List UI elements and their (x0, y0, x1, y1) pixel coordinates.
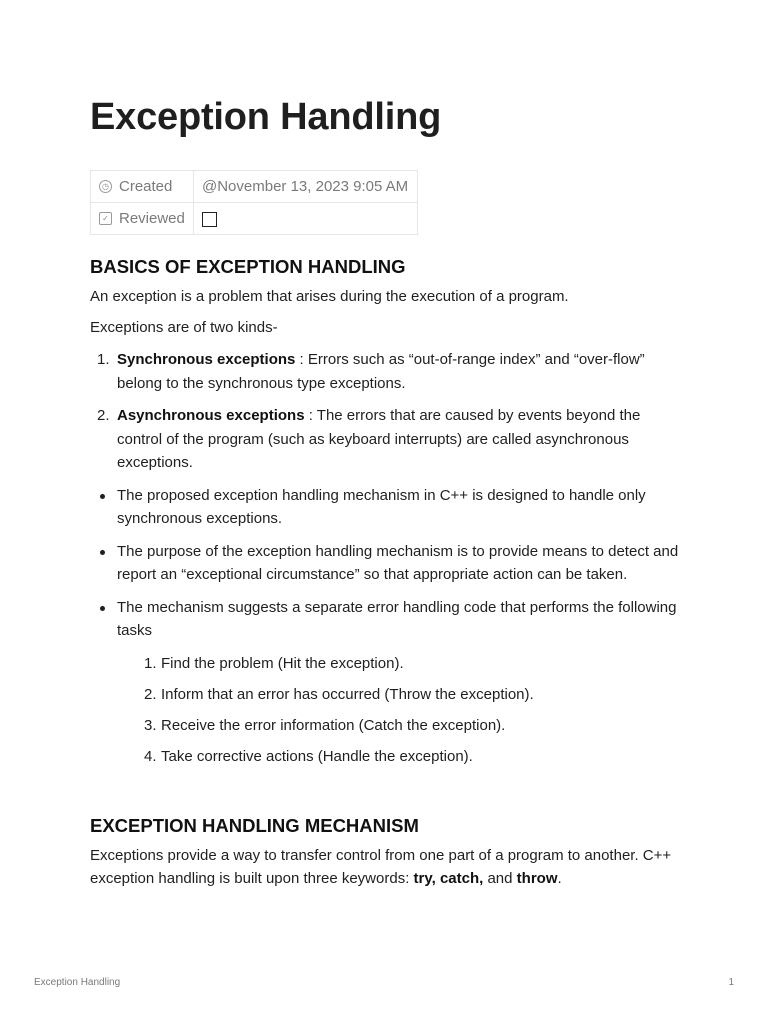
keyword: try, catch, (413, 870, 484, 887)
page-number: 1 (728, 977, 734, 988)
page-content (90, 95, 680, 890)
term: Asynchronous exceptions (117, 407, 305, 424)
clock-icon: ◷ (99, 180, 112, 193)
task-item (144, 745, 680, 769)
list-number: 1. (97, 351, 110, 368)
property-label: Created (119, 178, 173, 195)
list-number: 1. (144, 654, 157, 672)
list-item-text: : The errors that are caused by events beyond the control of the program (such as keyboard interrupts) are called asynchronous exceptions. (117, 407, 641, 471)
property-key (91, 203, 194, 235)
list-number: 3. (144, 716, 157, 734)
list-number: 2. (144, 685, 157, 703)
paragraph-text: and (483, 870, 517, 887)
task-item (144, 652, 680, 676)
bullet-icon (100, 494, 105, 499)
bullet-text: The purpose of the exception handling mechanism is to provide means to detect and report an “exceptional circumstance” so that appropriate action can be taken. (117, 542, 679, 583)
keyword: throw (516, 870, 558, 887)
list-item-text: : Errors such as “out-of-range index” and “over-flow” belong to the synchronous type exceptions. (117, 351, 645, 392)
bullet-icon (100, 550, 105, 555)
created-value: @November 13, 2023 9:05 AM (194, 171, 418, 203)
bullet-icon (100, 606, 105, 611)
list-item (90, 348, 680, 395)
list-item (90, 404, 680, 475)
task-text: Find the problem (Hit the exception). (161, 654, 404, 672)
bullet-item (90, 540, 680, 587)
tasks-list (117, 652, 680, 769)
section-heading-mechanism: EXCEPTION HANDLING MECHANISM (90, 815, 419, 836)
bullet-item (90, 596, 680, 769)
paragraph: Exceptions are of two kinds- (90, 319, 278, 336)
list-number: 2. (97, 407, 110, 424)
reviewed-value (194, 203, 418, 235)
term: Synchronous exceptions (117, 351, 296, 368)
bullet-text: The mechanism suggests a separate error handling code that performs the following tasks (117, 598, 677, 639)
property-label: Reviewed (119, 210, 185, 227)
task-item (144, 683, 680, 707)
task-item (144, 714, 680, 738)
property-row-reviewed (91, 203, 418, 235)
footer-title: Exception Handling (34, 977, 121, 988)
section-heading-basics: BASICS OF EXCEPTION HANDLING (90, 256, 406, 277)
properties-table (90, 170, 418, 235)
exception-kinds-list (90, 348, 680, 475)
bullet-list (90, 484, 680, 769)
list-number: 4. (144, 747, 157, 765)
bullet-item (90, 484, 680, 531)
reviewed-checkbox[interactable] (202, 212, 217, 227)
property-key (91, 171, 194, 203)
task-text: Take corrective actions (Handle the exception). (161, 747, 473, 765)
page-title: Exception Handling (90, 96, 442, 138)
task-text: Inform that an error has occurred (Throw the exception). (161, 685, 534, 703)
paragraph-text: . (557, 870, 562, 887)
paragraph-text: Exceptions provide a way to transfer control from one part of a program to another. C++ exception handling is built upon three keywords: (90, 847, 672, 887)
property-row-created (91, 171, 418, 203)
checkbox-icon: ✓ (99, 212, 112, 225)
bullet-text: The proposed exception handling mechanism in C++ is designed to handle only synchronous exceptions. (117, 486, 646, 527)
task-text: Receive the error information (Catch the exception). (161, 716, 506, 734)
paragraph (90, 844, 680, 890)
paragraph: An exception is a problem that arises during the execution of a program. (90, 288, 569, 305)
